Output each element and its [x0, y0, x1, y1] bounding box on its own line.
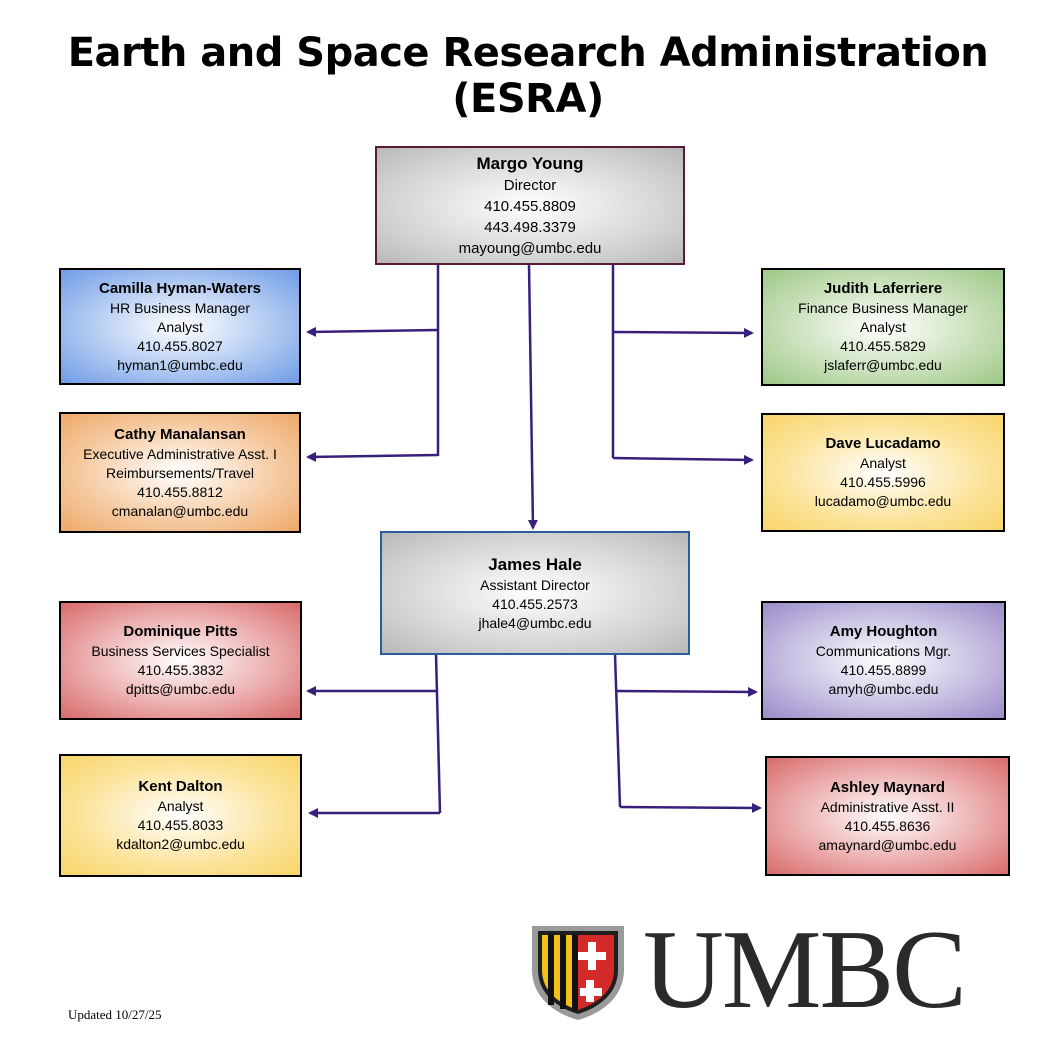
staff-name: Dominique Pitts [123, 623, 238, 640]
assistant-director-phone: 410.455.2573 [492, 595, 578, 612]
staff-box-dominique [59, 601, 302, 720]
staff-phone: 410.455.5829 [840, 338, 926, 354]
staff-email: kdalton2@umbc.edu [116, 836, 245, 852]
maryland-flag-shield-icon [528, 922, 628, 1022]
director-role: Director [503, 176, 557, 194]
staff-role: Executive Administrative Asst. I [83, 445, 277, 462]
staff-name: Kent Dalton [138, 778, 223, 795]
connector-to-amy [616, 691, 756, 692]
staff-email: amyh@umbc.edu [828, 681, 939, 697]
staff-phone: 410.455.5996 [840, 474, 926, 490]
staff-email: dpitts@umbc.edu [125, 681, 236, 697]
assistant-director-name: James Hale [488, 554, 582, 574]
umbc-logo-text: UMBC [643, 908, 965, 1032]
staff-name: Cathy Manalansan [114, 425, 246, 443]
staff-email: lucadamo@umbc.edu [814, 493, 952, 509]
staff-box-dave [761, 413, 1005, 532]
staff-box-ashley [765, 756, 1010, 876]
staff-role-secondary: Analyst [860, 319, 906, 335]
staff-name: Camilla Hyman-Waters [99, 279, 261, 297]
connector-to-james [529, 264, 533, 528]
staff-name: Judith Laferriere [823, 280, 943, 297]
staff-email: amaynard@umbc.edu [818, 836, 957, 853]
staff-role-secondary: Reimbursements/Travel [105, 464, 255, 481]
staff-email: jslaferr@umbc.edu [824, 357, 942, 373]
connector-to-camilla [308, 330, 438, 332]
assistant-director-box [380, 531, 690, 655]
staff-email: cmanalan@umbc.edu [111, 502, 249, 519]
staff-box-cathy [59, 412, 301, 533]
staff-phone: 410.455.8027 [137, 337, 223, 354]
staff-phone: 410.455.8636 [844, 817, 931, 834]
director-phone2: 443.498.3379 [484, 218, 576, 236]
staff-role: Finance Business Manager [798, 300, 968, 316]
staff-role: Communications Mgr. [815, 643, 952, 659]
staff-phone: 410.455.8899 [840, 662, 927, 678]
staff-role: HR Business Manager [109, 299, 251, 316]
connector-to-cathy [308, 455, 438, 457]
staff-name: Ashley Maynard [829, 778, 946, 796]
staff-role: Business Services Specialist [91, 643, 270, 659]
connector-to-ashley [620, 807, 760, 808]
staff-role: Analyst [157, 798, 204, 814]
staff-box-amy [761, 601, 1006, 720]
connector-to-judith [613, 332, 752, 333]
director-phone1: 410.455.8809 [484, 197, 576, 215]
director-email: mayoung@umbc.edu [458, 239, 602, 257]
staff-phone: 410.455.8812 [137, 483, 223, 500]
staff-name: Amy Houghton [829, 623, 938, 640]
staff-box-judith [761, 268, 1005, 386]
connector-james-left [436, 654, 440, 813]
staff-role: Analyst [860, 455, 906, 471]
assistant-director-role: Assistant Director [480, 576, 590, 593]
connector-to-dave [613, 458, 752, 460]
staff-role-secondary: Analyst [157, 318, 203, 335]
staff-phone: 410.455.3832 [137, 662, 224, 678]
page-title: Earth and Space Research Administration (ESRA) [67, 30, 989, 122]
staff-role: Administrative Asst. II [820, 798, 955, 815]
staff-box-kent [59, 754, 302, 877]
assistant-director-email: jhale4@umbc.edu [478, 614, 592, 631]
staff-name: Dave Lucadamo [825, 435, 941, 452]
staff-box-camilla [59, 268, 301, 385]
staff-phone: 410.455.8033 [137, 817, 224, 833]
director-box [375, 146, 685, 265]
connector-james-right [615, 654, 620, 807]
staff-email: hyman1@umbc.edu [117, 356, 243, 373]
updated-date: Updated 10/27/25 [68, 1007, 162, 1022]
director-name: Margo Young [476, 153, 584, 173]
